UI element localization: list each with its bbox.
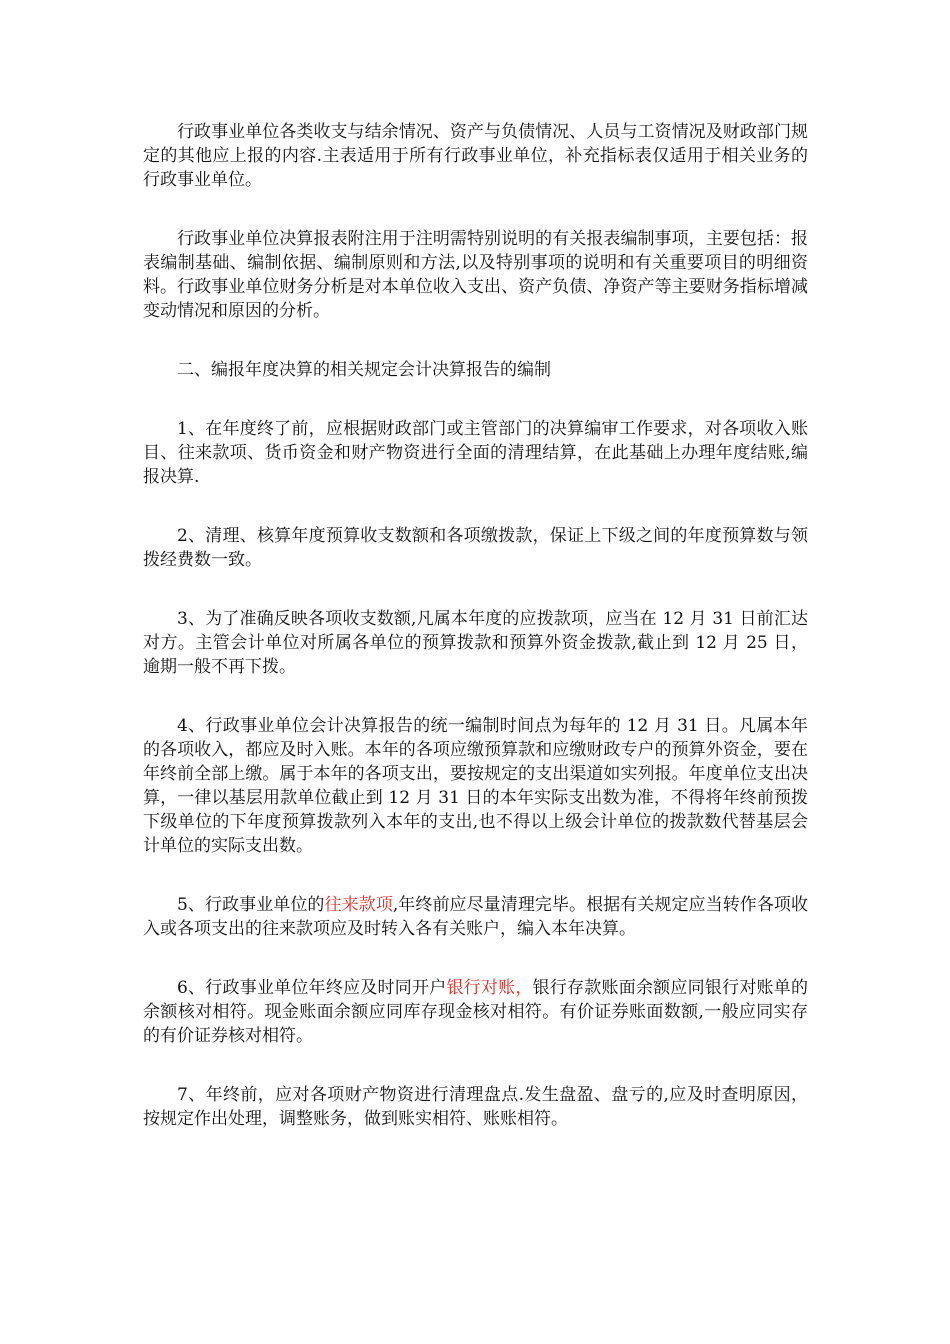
paragraph-text: 7、年终前，应对各项财产物资进行清理盘点.发生盘盈、盘亏的,应及时查明原因，按规定作出处理，调整账务，做到账实相符、账账相符。 (143, 1085, 808, 1129)
heading-text: 二、编报年度决算的相关规定会计决算报告的编制 (177, 360, 551, 380)
paragraph-text: 5、行政事业单位的 (177, 895, 325, 915)
paragraph-text: 行政事业单位各类收支与结余情况、资产与负债情况、人员与工资情况及财政部门规定的其他应上报的内容.主表适用于所有行政事业单位，补充指标表仅适用于相关业务的行政事业单位。 (143, 122, 808, 190)
paragraph-item-4 (143, 714, 808, 858)
paragraph-item-7 (143, 1083, 808, 1131)
paragraph-text: 1、在年度终了前，应根据财政部门或主管部门的决算编审工作要求，对各项收入账目、往来款项、货币资金和财产物资进行全面的清理结算，在此基础上办理年度结账,编报决算. (143, 419, 808, 487)
paragraph-item-3 (143, 607, 808, 679)
paragraph-text: ,年终前应尽量清理完毕。根据有关规定应当转作各项收入或各项支出的往来款项应及时转入各有关账户，编入本年决算。 (143, 895, 809, 939)
paragraph-text: 3、为了准确反映各项收支数额,凡属本年度的应拨款项，应当在 12 月 31 日前汇达对方。主管会计单位对所属各单位的预算拨款和预算外资金拨款,截止到 12 月 25 日，逾期一般不再下拨。 (143, 609, 808, 677)
highlight-link-bank-reconcile[interactable]: 银行对账， (446, 978, 533, 998)
section-heading (143, 358, 808, 382)
paragraph-item-6 (143, 976, 808, 1048)
paragraph-item-1 (143, 417, 808, 489)
paragraph-1 (143, 120, 808, 192)
paragraph-text: 银行存款账面余额应同银行对账单的余额核对相符。现金账面余额应同库存现金核对相符。有价证券账面数额,一般应同实存的有价证券核对相符。 (143, 978, 808, 1046)
paragraph-text: 4、行政事业单位会计决算报告的统一编制时间点为每年的 12 月 31 日。凡属本年的各项收入，都应及时入账。本年的各项应缴预算款和应缴财政专户的预算外资金，要在年终前全部上缴。属于本年的各项支出，要按规定的支出渠道如实列报。年度单位支出决算，一律以基层用款单位截止到 12 月 31 日的本年实际支出数为准，不得将年终前预拨下级单位的下年度预算拨款列入本年的支出,也不得以上级会计单位的拨款数代替基层会计单位的实际支出数。 (143, 716, 808, 856)
paragraph-2 (143, 227, 808, 323)
paragraph-text: 6、行政事业单位年终应及时同开户 (177, 978, 447, 998)
paragraph-text: 2、清理、核算年度预算收支数额和各项缴拨款，保证上下级之间的年度预算数与领拨经费数一致。 (143, 526, 808, 570)
paragraph-item-2 (143, 524, 808, 572)
paragraph-item-5 (143, 893, 808, 941)
highlight-link-wanglai[interactable]: 往来款项 (324, 895, 393, 915)
document-body (143, 120, 808, 1131)
paragraph-text: 行政事业单位决算报表附注用于注明需特别说明的有关报表编制事项，主要包括：报表编制基础、编制依据、编制原则和方法,以及特别事项的说明和有关重要项目的明细资料。行政事业单位财务分析是对本单位收入支出、资产负债、净资产等主要财务指标增减变动情况和原因的分析。 (143, 229, 808, 321)
